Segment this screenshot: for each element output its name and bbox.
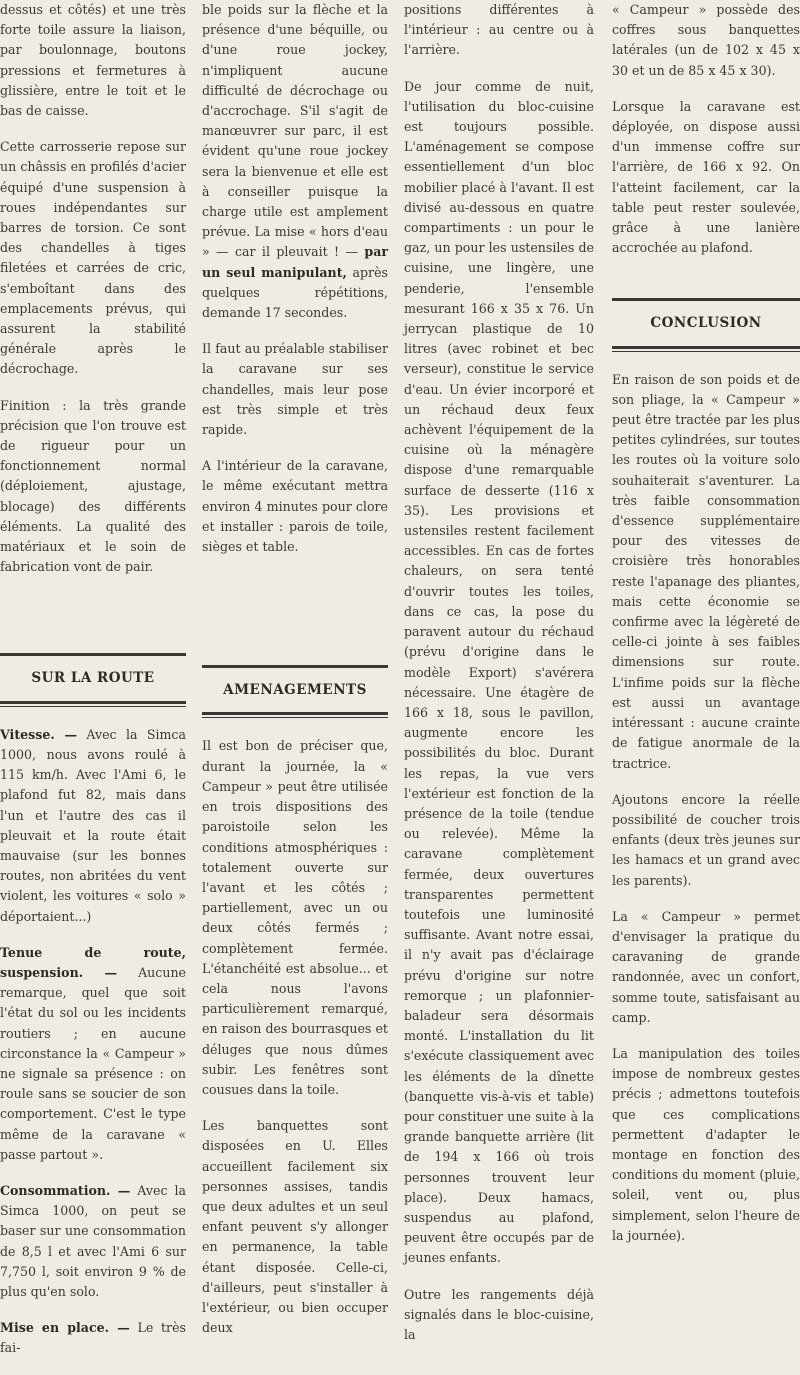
paragraph: Outre les rangements déjà signalés dans le bloc-cuisine, la xyxy=(404,1286,594,1342)
paragraph: ble poids sur la flèche et la présence d'une béquille, ou d'une roue jockey, n'impliquent aucune difficulté de décrochage ou d'accrochage. S'il s'agit de manœuvrer sur parc, il est évident qu'une roue jockey sera la bienvenue et elle est à conseiller puisque la charge utile est amplement prévue. La mise « hors d'eau » — car il pleuvait ! — par un seul manipulant, après quelques répétitions, demande 17 secondes. xyxy=(202,2,388,321)
section-heading-conclusion: CONCLUSION xyxy=(612,298,800,351)
divider xyxy=(202,712,388,715)
paragraph: Consommation. — Avec la Simca 1000, on peut se baser sur une consommation de 8,5 l et avec l'Ami 6 sur 7,750 l, soit environ 9 % de plus qu'en solo. xyxy=(0,1182,187,1299)
paragraph: Mise en place. — Le très fai- xyxy=(0,1320,186,1356)
paragraph: A l'intérieur de la caravane, le même exécutant mettra environ 4 minutes pour clore et installer : parois de toile, sièges et table. xyxy=(202,458,388,555)
divider xyxy=(612,346,800,349)
column-3 xyxy=(404,0,594,1361)
divider xyxy=(0,706,186,707)
paragraph: « Campeur » possède des coffres sous banquettes latérales (un de 102 x 45 x 30 et un de 85 x 45 x 30). xyxy=(612,2,800,78)
divider xyxy=(612,351,800,352)
paragraph: La manipulation des toiles impose de nombreux gestes précis ; admettons toutefois que ces complications permettent d'adapter le montage en fonction des conditions du moment (pluie, soleil, vent ou, plus simplement, selon l'heure de la journée). xyxy=(612,1045,800,1243)
paragraph: Vitesse. — Avec la Simca 1000, nous avons roulé à 115 km/h. Avec l'Ami 6, le plafond fut 82, mais dans l'un et l'autre des cas il pleuvait et la route était mauvaise (sur les bonnes routes, non abritées du vent violent, les voitures « solo » déportaient...) xyxy=(0,726,186,924)
paragraph: Lorsque la caravane est déployée, on dispose aussi d'un immense coffre sur l'arrière, de 166 x 92. On l'atteint facilement, car la table peut rester soulevée, grâce à une lanière accrochée au plafond. xyxy=(612,98,800,256)
paragraph: De jour comme de nuit, l'utilisation du bloc-cuisine est toujours possible. L'aménagement se compose essentiellement d'un bloc mobilier placé à l'avant. Il est divisé au-dessous en quatre compartiments : un pour le gaz, un pour les ustensiles de cuisine, une lingère, une penderie, l'ensemble mesurant 166 x 35 x 76. Un jerrycan plastique de 10 litres (avec robinet et bec verseur), constitue le service d'eau. Un évier incorporé et un réchaud deux feux achèvent l'équipement de la cuisine où la ménagère dispose d'une remarquable surface de desserte (116 x 35). Les provisions et ustensiles restent facilement accessibles. En cas de fortes chaleurs, on sera tenté d'ouvrir toutes les toiles, dans ce cas, la pose du paravent autour du réchaud (prévu d'origine dans le modèle Export) s'avérera nécessaire. Une étagère de 166 x 18, sous le pavillon, augmente encore les possibilités du bloc. Durant les repas, la vue vers l'extérieur est fonction de la présence de la toile (tendue ou relevée). Même la caravane complètement fermée, deux ouvertures transparentes permettent toutefois une luminosité suffisante. Avant notre essai, il n'y avait pas d'éclairage prévu d'origine sur notre remorque ; un plafonnier-baladeur sera désormais monté. L'installation du lit s'exécute classiquement avec les éléments de la dînette (banquette vis-à-vis et table) pour constituer une suite à la grande banquette arrière (lit de 194 x 166 où trois personnes trouvent leur place). Deux hamacs, suspendus au plafond, peuvent être occupés par de jeunes enfants. xyxy=(404,78,594,1266)
divider xyxy=(0,701,186,704)
paragraph: Les banquettes sont disposées en U. Elles accueillent facilement six personnes assises, tandis que deux adultes et un seul enfant peuvent s'y allonger en permanence, la table étant disposée. Celle-ci, d'ailleurs, peut s'installer à l'extérieur, ou bien occuper deux xyxy=(202,1118,388,1336)
paragraph: Il est bon de préciser que, durant la journée, la « Campeur » peut être utilisée en trois dispositions des paroistoile selon les conditions atmosphériques : totalement ouverte sur l'avant et les côtés ; partiellement, avec un ou deux côtés fermés ; complètement fermée. L'étanchéité est absolue... et cela nous l'avons particulièrement remarqué, en raison des bourrasques et déluges que nous dûmes subir. Les fenêtres sont cousues dans la toile. xyxy=(202,738,388,1097)
paragraph: Ajoutons encore la réelle possibilité de coucher trois enfants (deux très jeunes sur les hamacs et un grand avec les parents). xyxy=(612,791,800,888)
divider xyxy=(202,717,388,718)
paragraph: Il faut au préalable stabiliser la caravane sur ses chandelles, mais leur pose est très simple et très rapide. xyxy=(202,341,388,438)
paragraph: dessus et côtés) et une très forte toile assure la liaison, par boulonnage, boutons pressions et fermetures à glissière, entre le toit et le bas de caisse. xyxy=(0,2,186,119)
paragraph: La « Campeur » permet d'envisager la pratique du caravaning de grande randonnée, avec un confort, somme toute, satisfaisant au camp. xyxy=(612,908,800,1025)
column-2 xyxy=(202,0,388,1354)
paragraph: Finition : la très grande précision que l'on trouve est de rigueur pour un fonctionnement normal (déploiement, ajustage, blocage) des différents éléments. La qualité des matériaux et le soin de fabrication vont de pair. xyxy=(0,397,186,575)
section-heading-amenagements: AMENAGEMENTS xyxy=(202,665,388,718)
paragraph: positions différentes à l'intérieur : au centre ou à l'arrière. xyxy=(404,2,594,58)
paragraph: En raison de son poids et de son pliage, la « Campeur » peut être tractée par les plus petites cylindrées, sur toutes les routes où la voiture solo souhaiterait s'aventurer. La très faible consommation d'essence supplémentaire pour des vitesses de croisière très honorables reste l'apanage des pliantes, mais cette économie se confirme avec la légèreté de celle-ci jointe à ses faibles dimensions sur route. L'infime poids sur la flèche est aussi un avantage intéressant : aucune crainte de fatigue anormale de la tractrice. xyxy=(612,371,800,771)
column-4 xyxy=(612,0,800,1262)
section-heading-sur-la-route: SUR LA ROUTE xyxy=(0,653,186,706)
paragraph: Cette carrosserie repose sur un châssis en profilés d'acier équipé d'une suspension à roues indépendantes sur barres de torsion. Ce sont des chandelles à tiges filetées et carrées de cric, s'emboîtant dans des emplacements prévus, qui assurent la stabilité générale après le décrochage. xyxy=(0,139,186,377)
column-1 xyxy=(0,0,186,1375)
paragraph: Tenue de route, suspension. — Aucune remarque, quel que soit l'état du sol ou les incidents routiers ; en aucune circonstance la « Campeur » ne signale sa présence : on roule sans se soucier de son comportement. C'est le type même de la caravane « passe partout ». xyxy=(0,944,187,1162)
